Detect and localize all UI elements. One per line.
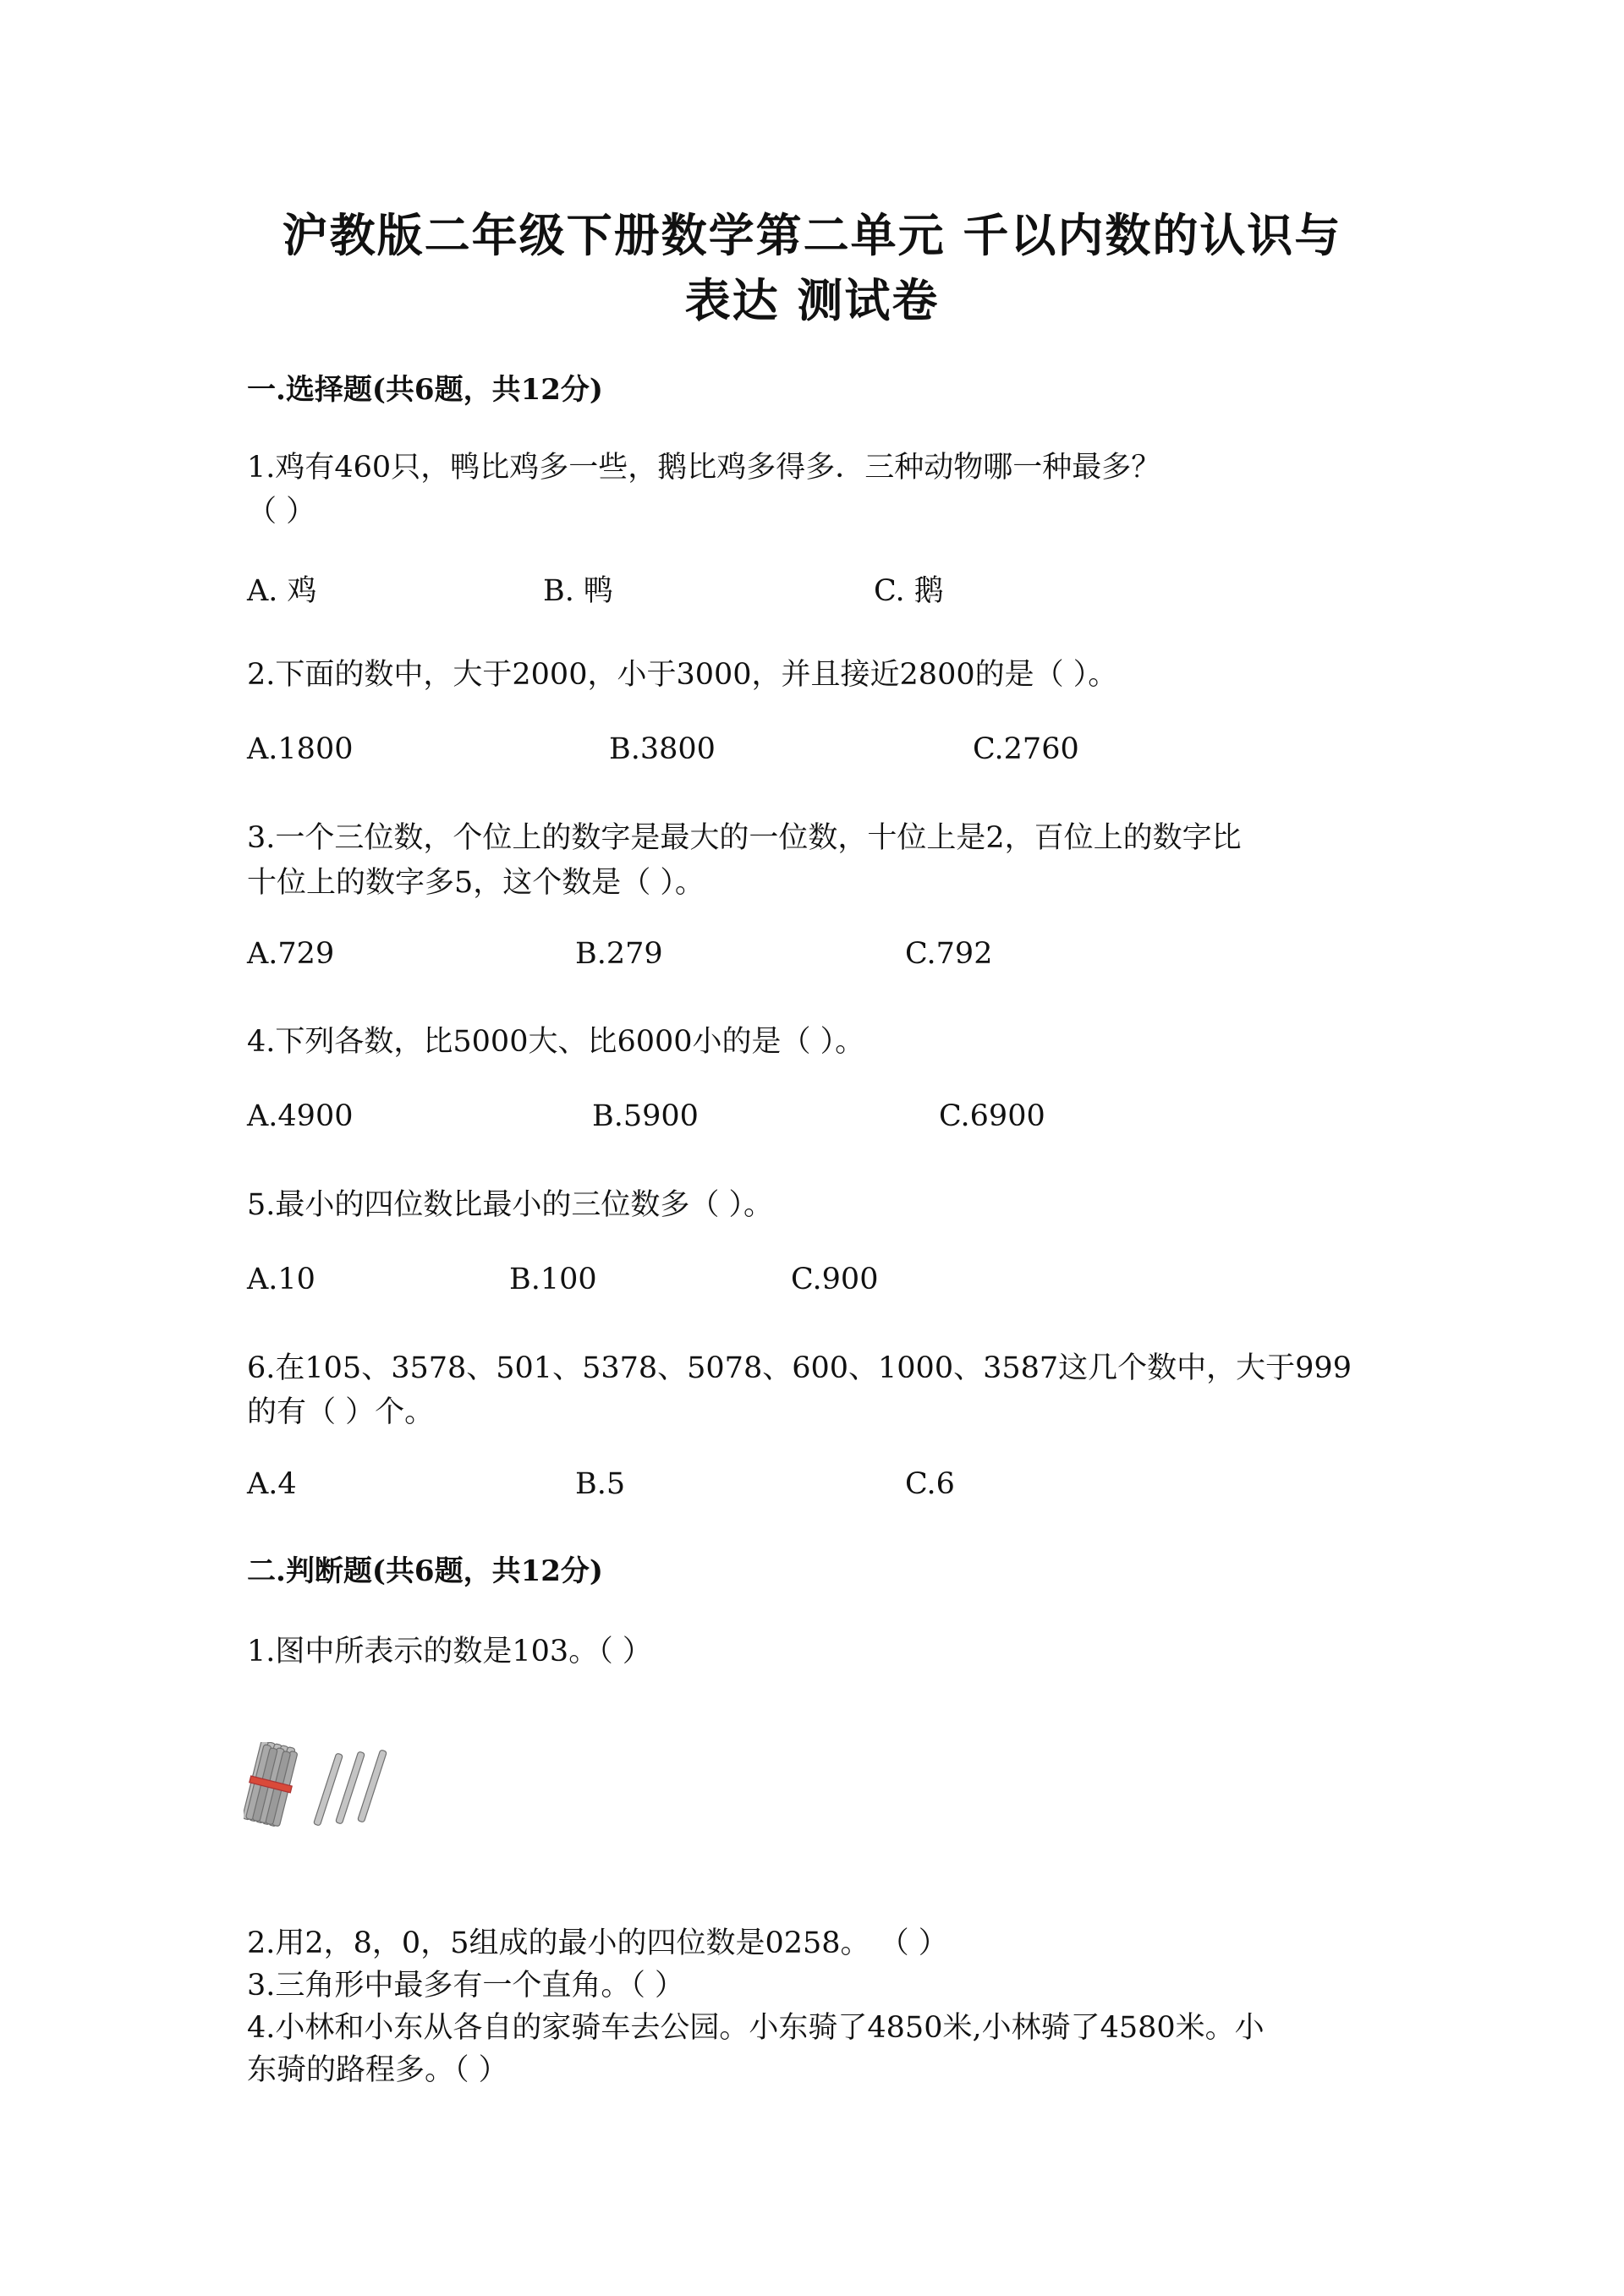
question-6-option-a[interactable]: A.4: [247, 1467, 297, 1501]
judgement-4-text-line2: 东骑的路程多。（ ）: [247, 2053, 508, 2087]
counting-sticks-image: [244, 1742, 392, 1835]
question-4-option-a[interactable]: A.4900: [247, 1099, 354, 1133]
question-5-option-c[interactable]: C.900: [791, 1263, 879, 1296]
question-3-option-b[interactable]: B.279: [575, 937, 663, 971]
question-1-option-c[interactable]: C. 鹅: [874, 574, 944, 608]
question-3-text-line2: 十位上的数字多5，这个数是（ ）。: [247, 866, 705, 900]
question-4-text: 4.下列各数，比5000大、比6000小的是（ ）。: [247, 1025, 865, 1059]
judgement-1-text: 1.图中所表示的数是103。（ ）: [247, 1635, 652, 1669]
question-6-text-line2: 的有（ ）个。: [247, 1395, 435, 1429]
question-6-option-c[interactable]: C.6: [905, 1467, 955, 1501]
question-5-option-a[interactable]: A.10: [247, 1263, 315, 1296]
question-3-option-c[interactable]: C.792: [905, 937, 993, 971]
question-3-option-a[interactable]: A.729: [247, 937, 335, 971]
question-2-text: 2.下面的数中，大于2000，小于3000，并且接近2800的是（ ）。: [247, 658, 1118, 692]
question-1-option-b[interactable]: B. 鸭: [543, 574, 613, 608]
page-title: 沪教版二年级下册数学第二单元 千以内数的认识与: [282, 208, 1342, 262]
question-6-option-b[interactable]: B.5: [575, 1467, 626, 1501]
question-5-text: 5.最小的四位数比最小的三位数多（ ）。: [247, 1188, 774, 1222]
question-1-text: 1.鸡有460只，鸭比鸡多一些，鹅比鸡多得多．三种动物哪一种最多？: [247, 451, 1161, 485]
question-4-option-b[interactable]: B.5900: [592, 1099, 699, 1133]
question-2-option-c[interactable]: C.2760: [973, 732, 1079, 766]
section-heading-choice: 一.选择题(共6题，共12分): [247, 373, 603, 407]
section-heading-judgement: 二.判断题(共6题，共12分): [247, 1554, 603, 1588]
question-1-text-line2: （ ）: [247, 495, 316, 529]
stick-bundle-of-ten: [244, 1742, 298, 1827]
question-5-option-b[interactable]: B.100: [509, 1263, 597, 1296]
page-title-line2: 表达 测试卷: [684, 273, 940, 327]
question-6-text: 6.在105、3578、501、5378、5078、600、1000、3587这几个数中，大于999: [247, 1351, 1352, 1385]
judgement-4-text: 4.小林和小东从各自的家骑车去公园。小东骑了4850米,小林骑了4580米。小: [247, 2011, 1265, 2045]
question-1-option-a[interactable]: A. 鸡: [247, 574, 317, 608]
question-4-option-c[interactable]: C.6900: [939, 1099, 1045, 1133]
judgement-3-text: 3.三角形中最多有一个直角。（ ）: [247, 1969, 685, 2003]
question-2-option-b[interactable]: B.3800: [609, 732, 716, 766]
single-sticks: [314, 1750, 387, 1826]
judgement-2-text: 2.用2，8，0，5组成的最小的四位数是0258。 （ ）: [247, 1926, 948, 1960]
question-3-text: 3.一个三位数，个位上的数字是最大的一位数，十位上是2，百位上的数字比: [247, 821, 1242, 855]
question-2-option-a[interactable]: A.1800: [247, 732, 354, 766]
